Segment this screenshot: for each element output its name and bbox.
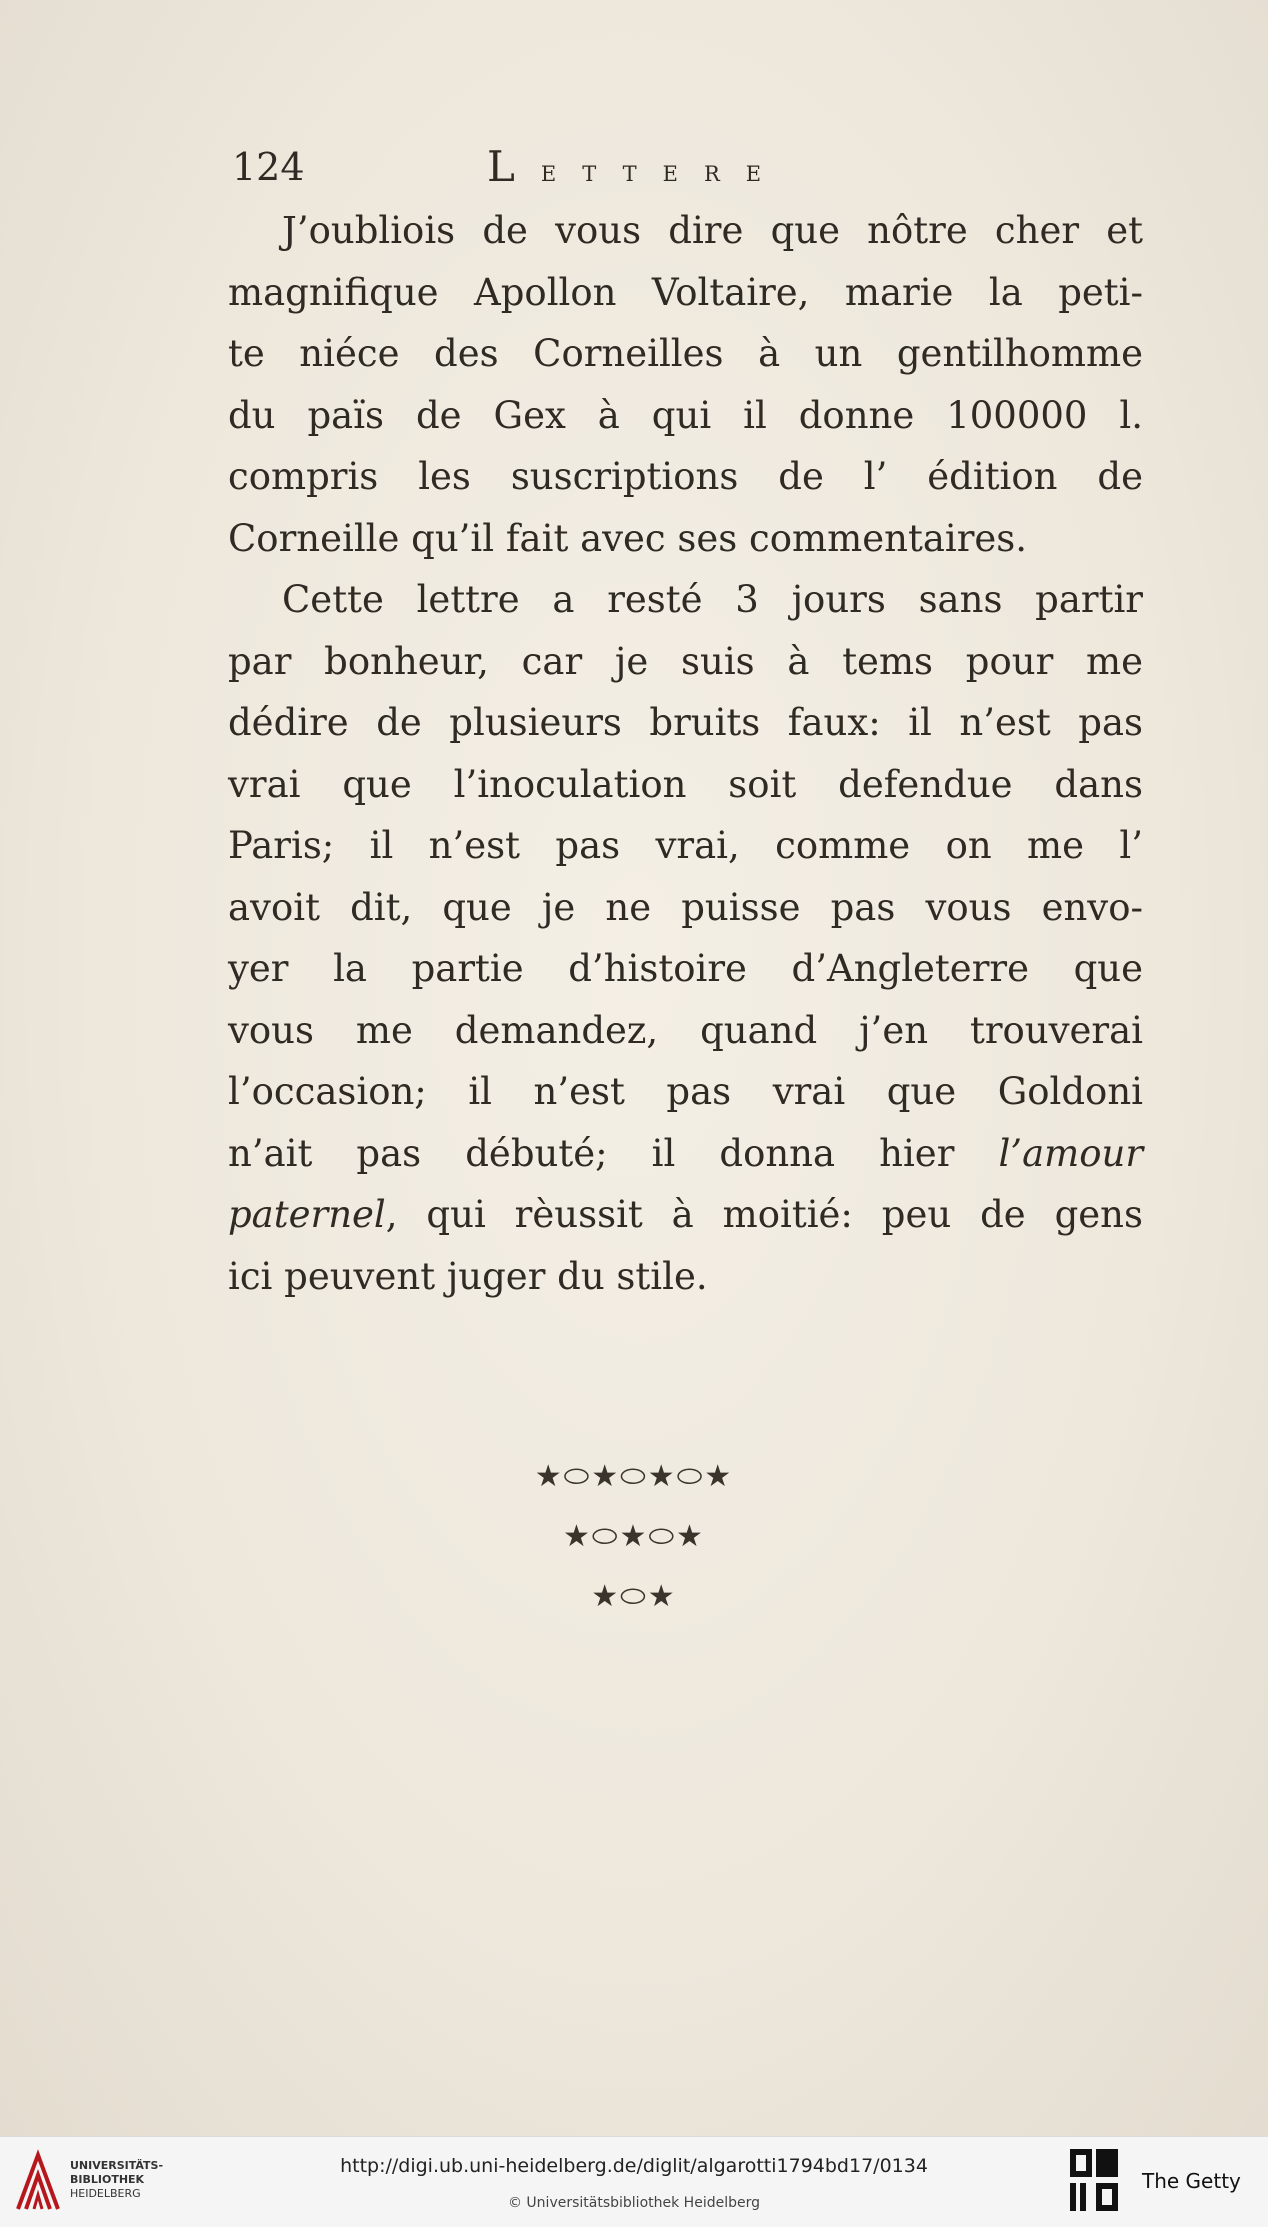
text-line (228, 1184, 1143, 1246)
copyright-notice: © Universitätsbibliothek Heidelberg (507, 2195, 760, 2211)
text-line: Cette lettre a resté 3 jours sans partir (282, 578, 1143, 621)
text-line: Paris; il n’est pas vrai, comme on me l’ (228, 824, 1143, 867)
line-text: , qui rèussit à moitié: peu de gens (385, 1193, 1143, 1236)
institution-line: BIBLIOTHEK (70, 2173, 145, 2186)
text-line: vrai que l’inoculation soit defendue dans (228, 762, 1143, 806)
ornament-row-2: ★⬭★⬭★ (563, 1519, 705, 1554)
text-line: vous me demandez, quand j’en trouverai (228, 1008, 1143, 1052)
text-line: dédire de plusieurs bruits faux: il n’est pas (228, 701, 1143, 744)
text-line: J’oubliois de vous dire que nôtre cher et (282, 209, 1143, 252)
text-line: Corneille qu’il fait avec ses commentaires. (228, 516, 1028, 560)
getty-logo-icon (1068, 2147, 1120, 2213)
body-text (228, 200, 1143, 1307)
line-text: n’ait pas débuté; il donna hier (228, 1131, 999, 1175)
text-line: l’occasion; il n’est pas vrai que Goldoni (228, 1070, 1143, 1113)
italic-title: l’amour (998, 1131, 1143, 1175)
text-line: compris les suscriptions de l’ édition de (228, 455, 1143, 498)
ornament-row-3: ★⬭★ (591, 1579, 677, 1614)
text-line: te niéce des Corneilles à un gentilhomme (228, 332, 1143, 375)
text-line: magnifique Apollon Voltaire, marie la peti- (228, 270, 1143, 314)
permalink-url[interactable]: http://digi.ub.uni-heidelberg.de/diglit/algarotti1794bd17/0134 (340, 2155, 928, 2177)
page-number: 124 (232, 145, 305, 189)
text-line: avoit dit, que je ne puisse pas vous envo- (228, 885, 1143, 929)
ornament-row-1: ★⬭★⬭★⬭★ (534, 1459, 734, 1494)
viewer-footer (0, 2136, 1268, 2227)
partner-name: The Getty (1142, 2169, 1241, 2193)
text-line (228, 1123, 1143, 1185)
institution-line: HEIDELBERG (70, 2187, 141, 2200)
italic-title: paternel (228, 1193, 386, 1236)
text-line: ici peuvent juger du stile. (228, 1254, 708, 1298)
text-line: du païs de Gex à qui il donne 100000 l. (228, 393, 1143, 437)
running-head (232, 142, 1132, 192)
text-line: yer la partie d’histoire d’Angleterre que (228, 947, 1143, 990)
running-title: Lettere (487, 142, 788, 191)
text-line: par bonheur, car je suis à tems pour me (228, 639, 1143, 683)
institution-line: UNIVERSITÄTS- (70, 2159, 164, 2172)
